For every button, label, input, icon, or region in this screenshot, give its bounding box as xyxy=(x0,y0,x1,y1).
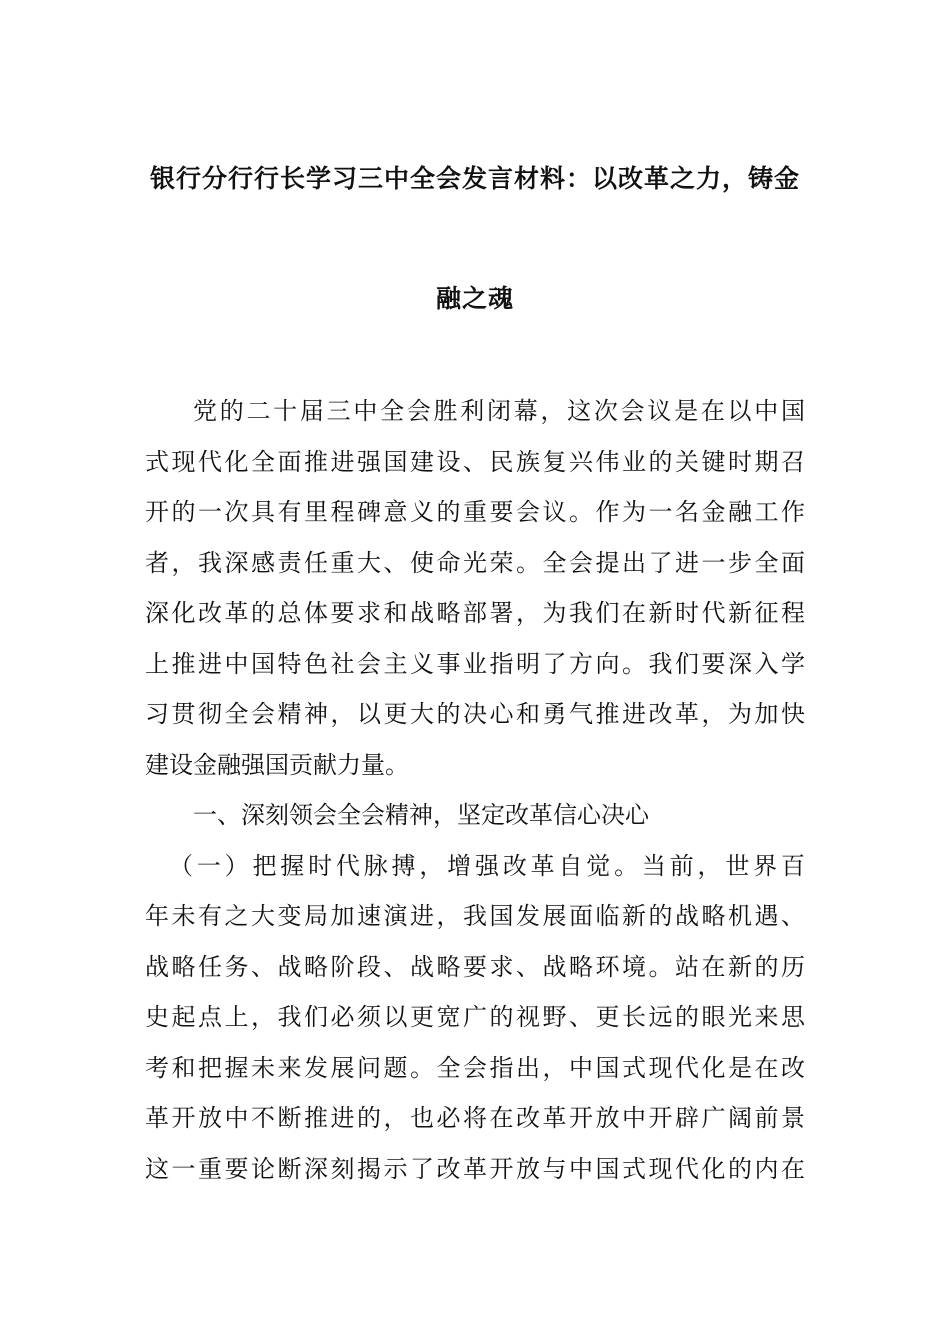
body-line: 上推进中国特色社会主义事业指明了方向。我们要深入学 xyxy=(145,649,805,678)
body-line: 者，我深感责任重大、使命光荣。全会提出了进一步全面 xyxy=(145,548,805,577)
body-line: 革开放中不断推进的，也必将在改革开放中开辟广阔前景 xyxy=(145,1104,805,1132)
body-line: 党的二十届三中全会胜利闭幕，这次会议是在以中国 xyxy=(193,397,805,425)
body-line: 深化改革的总体要求和战略部署，为我们在新时代新征程 xyxy=(145,599,805,627)
body-line: 一、深刻领会全会精神，坚定改革信心决心 xyxy=(193,801,649,829)
body-line: 开的一次具有里程碑意义的重要会议。作为一名金融工作 xyxy=(145,498,805,526)
body-line: 这一重要论断深刻揭示了改革开放与中国式现代化的内在 xyxy=(145,1154,805,1183)
document-title-line-2: 融之魂 xyxy=(435,284,514,313)
body-line: 习贯彻全会精神，以更大的决心和勇气推进改革，为加快 xyxy=(145,700,805,728)
document-title-line-1: 银行分行行长学习三中全会发言材料：以改革之力，铸金 xyxy=(149,164,800,193)
body-line: 年未有之大变局加速演进，我国发展面临新的战略机遇、 xyxy=(145,902,805,930)
body-line: 战略任务、战略阶段、战略要求、战略环境。站在新的历 xyxy=(145,952,805,981)
body-line: 史起点上，我们必须以更宽广的视野、更长远的眼光来思 xyxy=(145,1003,805,1031)
body-line: 考和把握未来发展问题。全会指出，中国式现代化是在改 xyxy=(145,1053,805,1082)
body-line: （一）把握时代脉搏，增强改革自觉。当前，世界百 xyxy=(169,851,805,880)
body-line: 式现代化全面推进强国建设、民族复兴伟业的关键时期召 xyxy=(145,447,805,476)
body-line: 建设金融强国贡献力量。 xyxy=(145,750,409,779)
